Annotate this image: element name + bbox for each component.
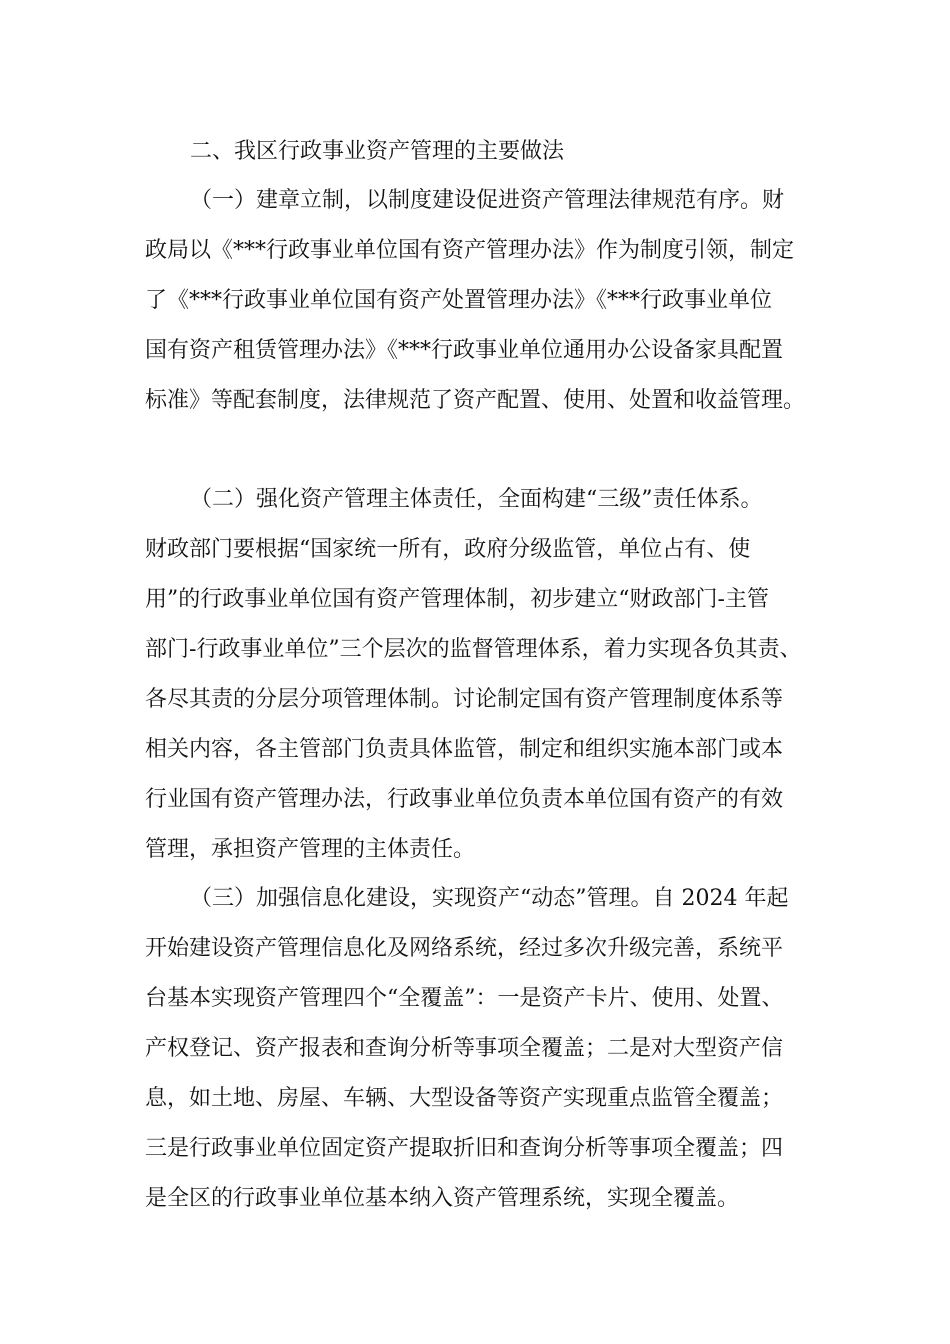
paragraph-3-line-4: 产权登记、资产报表和查询分析等事项全覆盖；二是对大型资产信 bbox=[145, 1036, 784, 1061]
paragraph-3-line-2: 开始建设资产管理信息化及网络系统，经过多次升级完善，系统平 bbox=[145, 936, 784, 961]
paragraph-2-line-4: 部门-行政事业单位”三个层次的监督管理体系，着力实现各负其责、 bbox=[145, 637, 802, 662]
paragraph-3-line-1: （三）加强信息化建设，实现资产“动态”管理。自 2024 年起 bbox=[190, 886, 789, 911]
paragraph-2-line-5: 各尽其责的分层分项管理体制。讨论制定国有资产管理制度体系等 bbox=[145, 687, 784, 712]
paragraph-2-line-1: （二）强化资产管理主体责任，全面构建“三级”责任体系。 bbox=[190, 487, 763, 512]
paragraph-1-line-3: 了《***行政事业单位国有资产处置管理办法》《***行政事业单位 bbox=[145, 288, 773, 313]
section-heading: 二、我区行政事业资产管理的主要做法 bbox=[190, 139, 565, 164]
paragraph-3-line-5: 息，如土地、房屋、车辆、大型设备等资产实现重点监管全覆盖； bbox=[145, 1086, 784, 1111]
paragraph-3-line-3: 台基本实现资产管理四个“全覆盖”：一是资产卡片、使用、处置、 bbox=[145, 986, 784, 1011]
paragraph-2-line-7: 行业国有资产管理办法，行政事业单位负责本单位国有资产的有效 bbox=[145, 787, 784, 812]
paragraph-1-line-2: 政局以《***行政事业单位国有资产管理办法》作为制度引领，制定 bbox=[145, 238, 795, 263]
paragraph-1-line-1: （一）建章立制，以制度建设促进资产管理法律规范有序。财 bbox=[190, 188, 785, 213]
paragraph-3-line-6: 三是行政事业单位固定资产提取折旧和查询分析等事项全覆盖；四 bbox=[145, 1136, 784, 1161]
paragraph-3-line-7: 是全区的行政事业单位基本纳入资产管理系统，实现全覆盖。 bbox=[145, 1186, 740, 1211]
paragraph-1-line-5: 标准》等配套制度，法律规范了资产配置、使用、处置和收益管理。 bbox=[145, 388, 806, 413]
paragraph-2-line-6: 相关内容，各主管部门负责具体监管，制定和组织实施本部门或本 bbox=[145, 737, 784, 762]
paragraph-2-line-3: 用”的行政事业单位国有资产管理体制，初步建立“财政部门-主管 bbox=[145, 587, 769, 612]
paragraph-2-line-2: 财政部门要根据“国家统一所有，政府分级监管，单位占有、使 bbox=[145, 537, 751, 562]
paragraph-1-line-4: 国有资产租赁管理办法》《***行政事业单位通用办公设备家具配置 bbox=[145, 338, 784, 363]
paragraph-2-line-8: 管理，承担资产管理的主体责任。 bbox=[145, 837, 476, 862]
